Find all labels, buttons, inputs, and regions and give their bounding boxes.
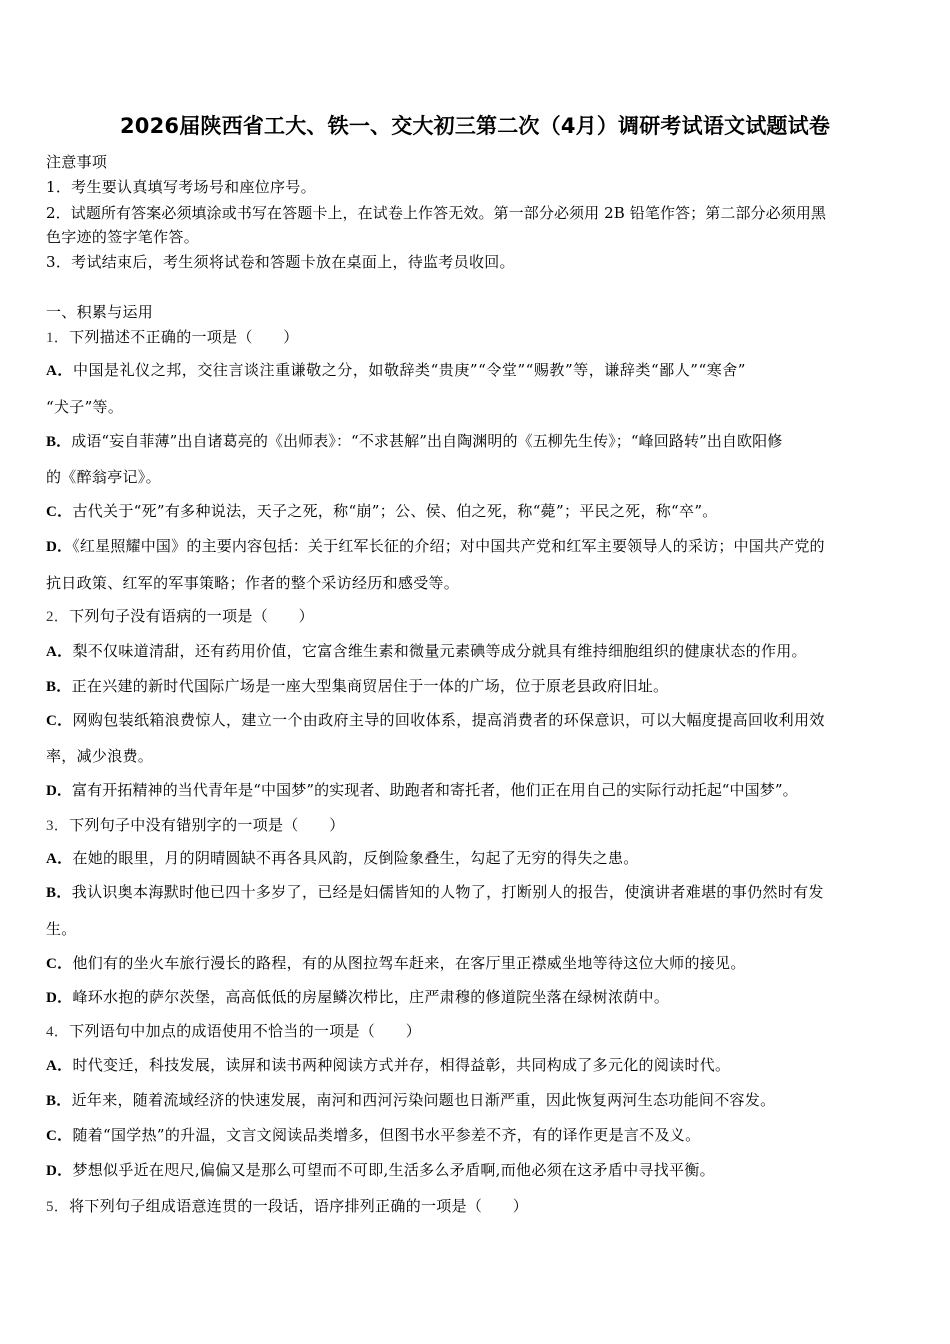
question-number: 5． xyxy=(46,1199,70,1215)
option-text: 网购包装纸箱浪费惊人，建立一个由政府主导的回收体系，提高消费者的环保意识，可以大幅度提高回收利用效 xyxy=(72,711,825,729)
question-stem xyxy=(46,1196,908,1217)
option-label: A． xyxy=(46,1058,73,1074)
section-heading: 一、积累与运用 xyxy=(46,303,154,321)
option-line xyxy=(46,848,908,869)
question-stem xyxy=(46,1021,908,1042)
option-line xyxy=(46,882,908,903)
option-label: C． xyxy=(46,1128,73,1144)
option-text: 在她的眼里，月的阴晴圆缺不再各具风韵，反倒险象叠生，勾起了无穷的得失之患。 xyxy=(72,849,639,867)
option-line xyxy=(46,431,908,452)
notice-item: 色字迹的签字笔作答。 xyxy=(46,228,200,246)
option-label: D． xyxy=(46,1163,73,1179)
question-number: 3． xyxy=(46,818,70,834)
option-continuation: “犬子”等。 xyxy=(46,398,124,416)
option-continuation: 率，减少浪费。 xyxy=(46,747,154,765)
option-text: 梨不仅味道清甜，还有药用价值，它富含维生素和微量元素碘等成分就具有维持细胞组织的健康状态的作用。 xyxy=(72,642,807,660)
question-text: 下列句子没有语病的一项是（ ） xyxy=(69,607,314,625)
option-text: 峰环水抱的萨尔茨堡，高高低低的房屋鳞次栉比，庄严肃穆的修道院坐落在绿树浓荫中。 xyxy=(72,988,670,1006)
option-label: B． xyxy=(46,434,72,450)
option-text: 梦想似乎近在咫尺,偏偏又是那么可望而不可即,生活多么矛盾啊,而他必须在这矛盾中寻找平衡。 xyxy=(72,1161,715,1179)
option-line xyxy=(46,710,908,731)
option-label: B． xyxy=(46,1093,72,1109)
question-text: 下列句子中没有错别字的一项是（ ） xyxy=(69,816,345,834)
option-text: 时代变迁，科技发展，读屏和读书两种阅读方式并存，相得益彰，共同构成了多元化的阅读时代。 xyxy=(72,1056,731,1074)
question-number: 1． xyxy=(46,330,70,346)
option-line xyxy=(46,676,908,697)
option-line xyxy=(46,501,908,522)
option-label: D． xyxy=(46,783,73,799)
option-label: C． xyxy=(46,956,73,972)
notice-item: 1．考生要认真填写考场号和座位序号。 xyxy=(46,178,316,196)
question-stem xyxy=(46,815,908,836)
page-title: 2026届陕西省工大、铁一、交大初三第二次（4月）调研考试语文试题试卷 xyxy=(119,114,831,138)
option-text: 随着“国学热”的升温，文言文阅读品类增多，但图书水平参差不齐，有的译作更是言不及义。 xyxy=(72,1126,701,1144)
option-continuation: 的《醉翁亭记》。 xyxy=(46,468,161,486)
option-text: 古代关于“死”有多种说法，天子之死，称“崩”；公、侯、伯之死，称“薨”；平民之死，称“卒”。 xyxy=(72,502,718,520)
option-line xyxy=(46,780,908,801)
option-line xyxy=(46,987,908,1008)
notice-item: 2．试题所有答案必须填涂或书写在答题卡上，在试卷上作答无效。第一部分必须用 2B 铅笔作答；第二部分必须用黑 xyxy=(46,204,827,222)
question-text: 下列语句中加点的成语使用不恰当的一项是（ ） xyxy=(69,1022,422,1040)
option-text: 富有开拓精神的当代青年是“中国梦”的实现者、助跑者和寄托者，他们正在用自己的实际行动托起“中国梦”。 xyxy=(72,781,798,799)
option-text: 他们有的坐火车旅行漫长的路程，有的从图拉驾车赶来，在客厅里正襟威坐地等待这位大师的接见。 xyxy=(72,954,746,972)
option-line xyxy=(46,1090,908,1111)
question-text: 下列描述不正确的一项是（ ） xyxy=(69,328,299,346)
option-label: A． xyxy=(46,644,73,660)
option-line xyxy=(46,641,908,662)
option-label: A． xyxy=(46,363,73,379)
option-continuation: 生。 xyxy=(46,920,77,938)
option-line xyxy=(46,1160,908,1181)
option-text: 成语“妄自菲薄”出自诸葛亮的《出师表》：“不求甚解”出自陶渊明的《五柳先生传》；“峰回路转”出自欧阳修 xyxy=(71,432,783,450)
option-label: A． xyxy=(46,851,73,867)
option-text: 我认识奥本海默时他已四十多岁了，已经是妇儒皆知的人物了，打断别人的报告，使演讲者难堪的事仍然时有发 xyxy=(71,883,824,901)
option-label: D． xyxy=(46,990,73,1006)
option-line xyxy=(46,360,908,381)
option-label: C． xyxy=(46,713,73,729)
option-label: B． xyxy=(46,679,72,695)
option-line xyxy=(46,1125,908,1146)
notice-item: 3．考试结束后，考生须将试卷和答题卡放在桌面上，待监考员收回。 xyxy=(46,253,515,271)
option-label: B． xyxy=(46,885,72,901)
question-number: 2． xyxy=(46,609,70,625)
option-text: 《红星照耀中国》的主要内容包括：关于红军长征的介绍；对中国共产党和红军主要领导人的采访；中国共产党的 xyxy=(72,537,825,555)
option-label: C． xyxy=(46,504,73,520)
notice-heading: 注意事项 xyxy=(46,153,108,171)
question-stem xyxy=(46,327,908,348)
option-continuation: 抗日政策、红军的军事策略；作者的整个采访经历和感受等。 xyxy=(46,574,460,592)
question-number: 4． xyxy=(46,1024,70,1040)
question-stem xyxy=(46,606,908,627)
option-line xyxy=(46,953,908,974)
question-text: 将下列句子组成语意连贯的一段话，语序排列正确的一项是（ ） xyxy=(69,1197,529,1215)
option-text: 正在兴建的新时代国际广场是一座大型集商贸居住于一体的广场，位于原老县政府旧址。 xyxy=(71,677,669,695)
option-text: 近年来，随着流域经济的快速发展，南河和西河污染问题也日渐严重，因此恢复两河生态功能间不容发。 xyxy=(71,1091,776,1109)
option-text: 中国是礼仪之邦，交往言谈注重谦敬之分，如敬辞类“贵庚”“令堂”“赐教”等，谦辞类“鄙人”“寒舍” xyxy=(72,361,747,379)
option-line xyxy=(46,536,908,557)
option-line xyxy=(46,1055,908,1076)
option-label: D． xyxy=(46,539,73,555)
